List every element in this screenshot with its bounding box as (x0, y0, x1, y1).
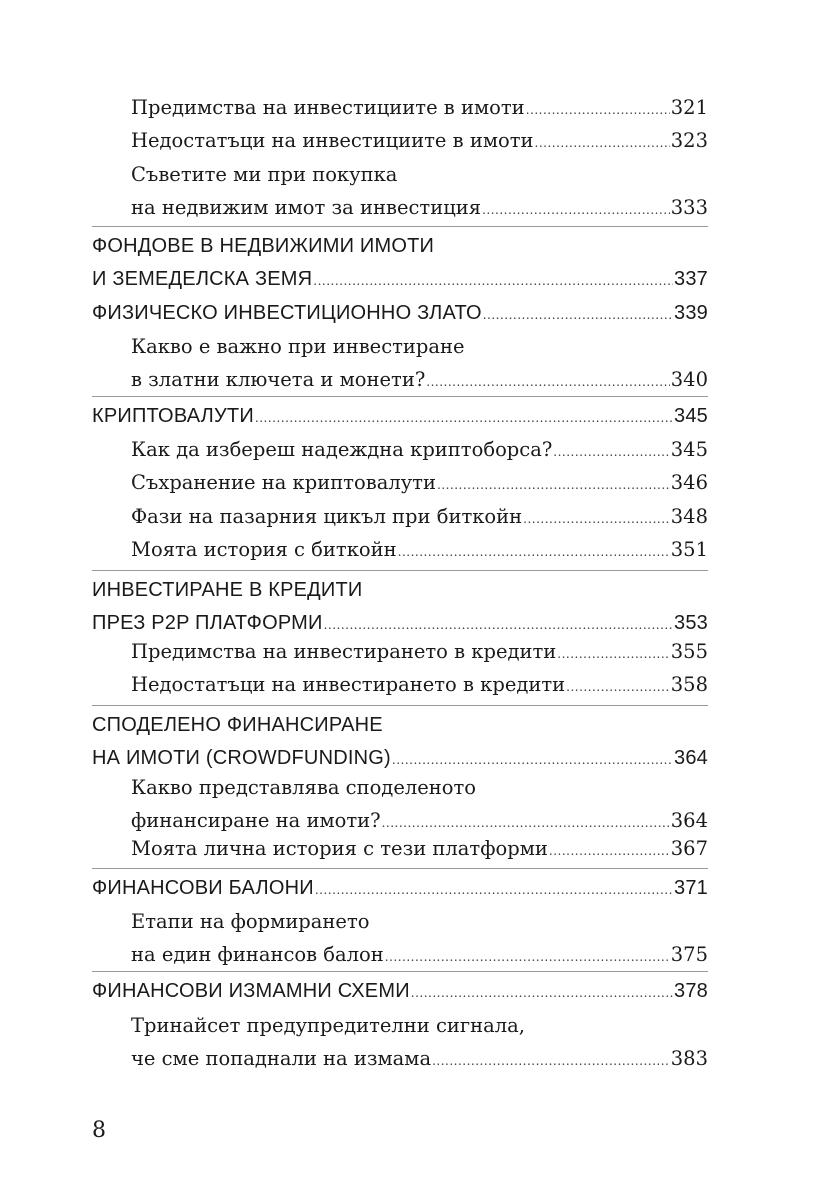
dot-leader (483, 299, 673, 332)
entry-page-number: 340 (670, 368, 708, 391)
dot-leader (432, 1045, 670, 1078)
entry-title-line: ИНВЕСТИРАНЕ В КРЕДИТИ (92, 579, 363, 601)
section-divider (92, 705, 708, 706)
dot-leader (313, 265, 673, 298)
entry-title-line: в златни ключета и монети? (131, 368, 426, 391)
entry-title-line: Предимства на инвестирането в кредити (131, 640, 557, 663)
toc-subsection-entry (131, 158, 708, 227)
toc-subsection-entry (131, 91, 708, 127)
entry-title-line: Съветите ми при покупка (131, 163, 398, 186)
section-divider (92, 570, 708, 571)
dot-leader (255, 402, 673, 435)
toc-subsection-entry (131, 635, 708, 671)
dot-leader (535, 127, 670, 160)
entry-page-number: 339 (674, 302, 708, 324)
entry-title-line: финансиране на имоти? (131, 809, 381, 832)
entry-title-line: Етапи на формирането (131, 910, 370, 933)
entry-page-number: 345 (670, 438, 708, 461)
entry-page-number: 345 (674, 405, 708, 427)
dot-leader (553, 436, 669, 469)
entry-title-line: Моята история с биткойн (131, 538, 397, 561)
toc-section-entry (92, 709, 708, 777)
entry-title-line: ФОНДОВЕ В НЕДВИЖИМИ ИМОТИ (92, 235, 435, 257)
dot-leader (398, 536, 670, 569)
toc-section-entry (92, 872, 708, 907)
dot-leader (549, 835, 670, 868)
toc-subsection-entry (131, 124, 708, 160)
entry-title-line: ФИНАНСОВИ БАЛОНИ (92, 877, 314, 899)
dot-leader (426, 366, 669, 399)
entry-page-number: 378 (674, 980, 708, 1002)
entry-page-number: 337 (674, 268, 708, 290)
entry-title-line: И ЗЕМЕДЕЛСКА ЗЕМЯ (92, 268, 313, 290)
toc-section-entry (92, 975, 708, 1010)
dot-leader (566, 671, 670, 704)
entry-page-number: 383 (670, 1047, 708, 1070)
entry-title-line: Тринайсет предупредителни сигнала, (131, 1014, 525, 1037)
toc-section-entry (92, 574, 708, 642)
section-divider (92, 396, 708, 397)
entry-title-line: ФИЗИЧЕСКО ИНВЕСТИЦИОННО ЗЛАТО (92, 302, 482, 324)
section-divider (92, 226, 708, 227)
dot-leader (315, 874, 673, 907)
entry-page-number: 355 (670, 640, 708, 663)
toc-subsection-entry (131, 905, 708, 974)
toc-subsection-entry (131, 771, 708, 840)
entry-page-number: 333 (670, 196, 708, 219)
entry-page-number: 364 (670, 809, 708, 832)
toc-subsection-entry (131, 832, 708, 868)
section-divider (92, 971, 708, 972)
entry-title-line: Какво е важно при инвестиране (131, 335, 465, 358)
entry-title-line: Фази на пазарния цикъл при биткойн (131, 505, 523, 528)
dot-leader (437, 469, 670, 502)
toc-subsection-entry (131, 1009, 708, 1078)
toc-subsection-entry (131, 330, 708, 399)
dot-leader (411, 977, 673, 1010)
toc-subsection-entry (131, 466, 708, 502)
entry-page-number: 358 (670, 673, 708, 696)
entry-page-number: 375 (670, 943, 708, 966)
section-divider (92, 868, 708, 869)
entry-title-line: Предимства на инвестициите в имоти (131, 96, 525, 119)
dot-leader (523, 503, 670, 536)
dot-leader (385, 941, 670, 974)
entry-title-line: СПОДЕЛЕНО ФИНАНСИРАНЕ (92, 714, 383, 736)
toc-subsection-entry (131, 500, 708, 536)
toc-section-entry (92, 297, 708, 332)
toc-section-entry (92, 230, 708, 298)
entry-title-line: КРИПТОВАЛУТИ (92, 405, 254, 427)
entry-title-line: Съхранение на криптовалути (131, 471, 436, 494)
entry-title-line: на недвижим имот за инвестиция (131, 196, 482, 219)
toc-subsection-entry (131, 433, 708, 469)
entry-title-line: Недостатъци на инвестициите в имоти (131, 129, 534, 152)
entry-title-line: ПРЕЗ P2P ПЛАТФОРМИ (92, 612, 323, 634)
entry-title-line: Какво представлява споделеното (131, 776, 477, 799)
toc-section-entry (92, 400, 708, 435)
entry-page-number: 348 (670, 505, 708, 528)
entry-page-number: 353 (674, 612, 708, 634)
dot-leader (482, 194, 670, 227)
toc-subsection-entry (131, 668, 708, 704)
page-number: 8 (92, 1118, 106, 1143)
entry-page-number: 321 (670, 96, 708, 119)
entry-page-number: 364 (674, 747, 708, 769)
entry-page-number: 371 (674, 877, 708, 899)
dot-leader (526, 94, 670, 127)
entry-page-number: 367 (670, 837, 708, 860)
dot-leader (557, 638, 669, 671)
entry-title-line: Моята лична история с тези платформи (131, 837, 548, 860)
entry-page-number: 323 (670, 129, 708, 152)
toc-subsection-entry (131, 533, 708, 569)
entry-title-line: че сме попаднали на измама (131, 1047, 432, 1070)
entry-title-line: ФИНАНСОВИ ИЗМАМНИ СХЕМИ (92, 980, 410, 1002)
entry-title-line: на един финансов балон (131, 943, 384, 966)
entry-page-number: 346 (670, 471, 708, 494)
entry-page-number: 351 (670, 538, 708, 561)
entry-title-line: Недостатъци на инвестирането в кредити (131, 673, 566, 696)
entry-title-line: Как да избереш надеждна криптоборса? (131, 438, 553, 461)
entry-title-line: НА ИМОТИ (CROWDFUNDING) (92, 747, 391, 769)
